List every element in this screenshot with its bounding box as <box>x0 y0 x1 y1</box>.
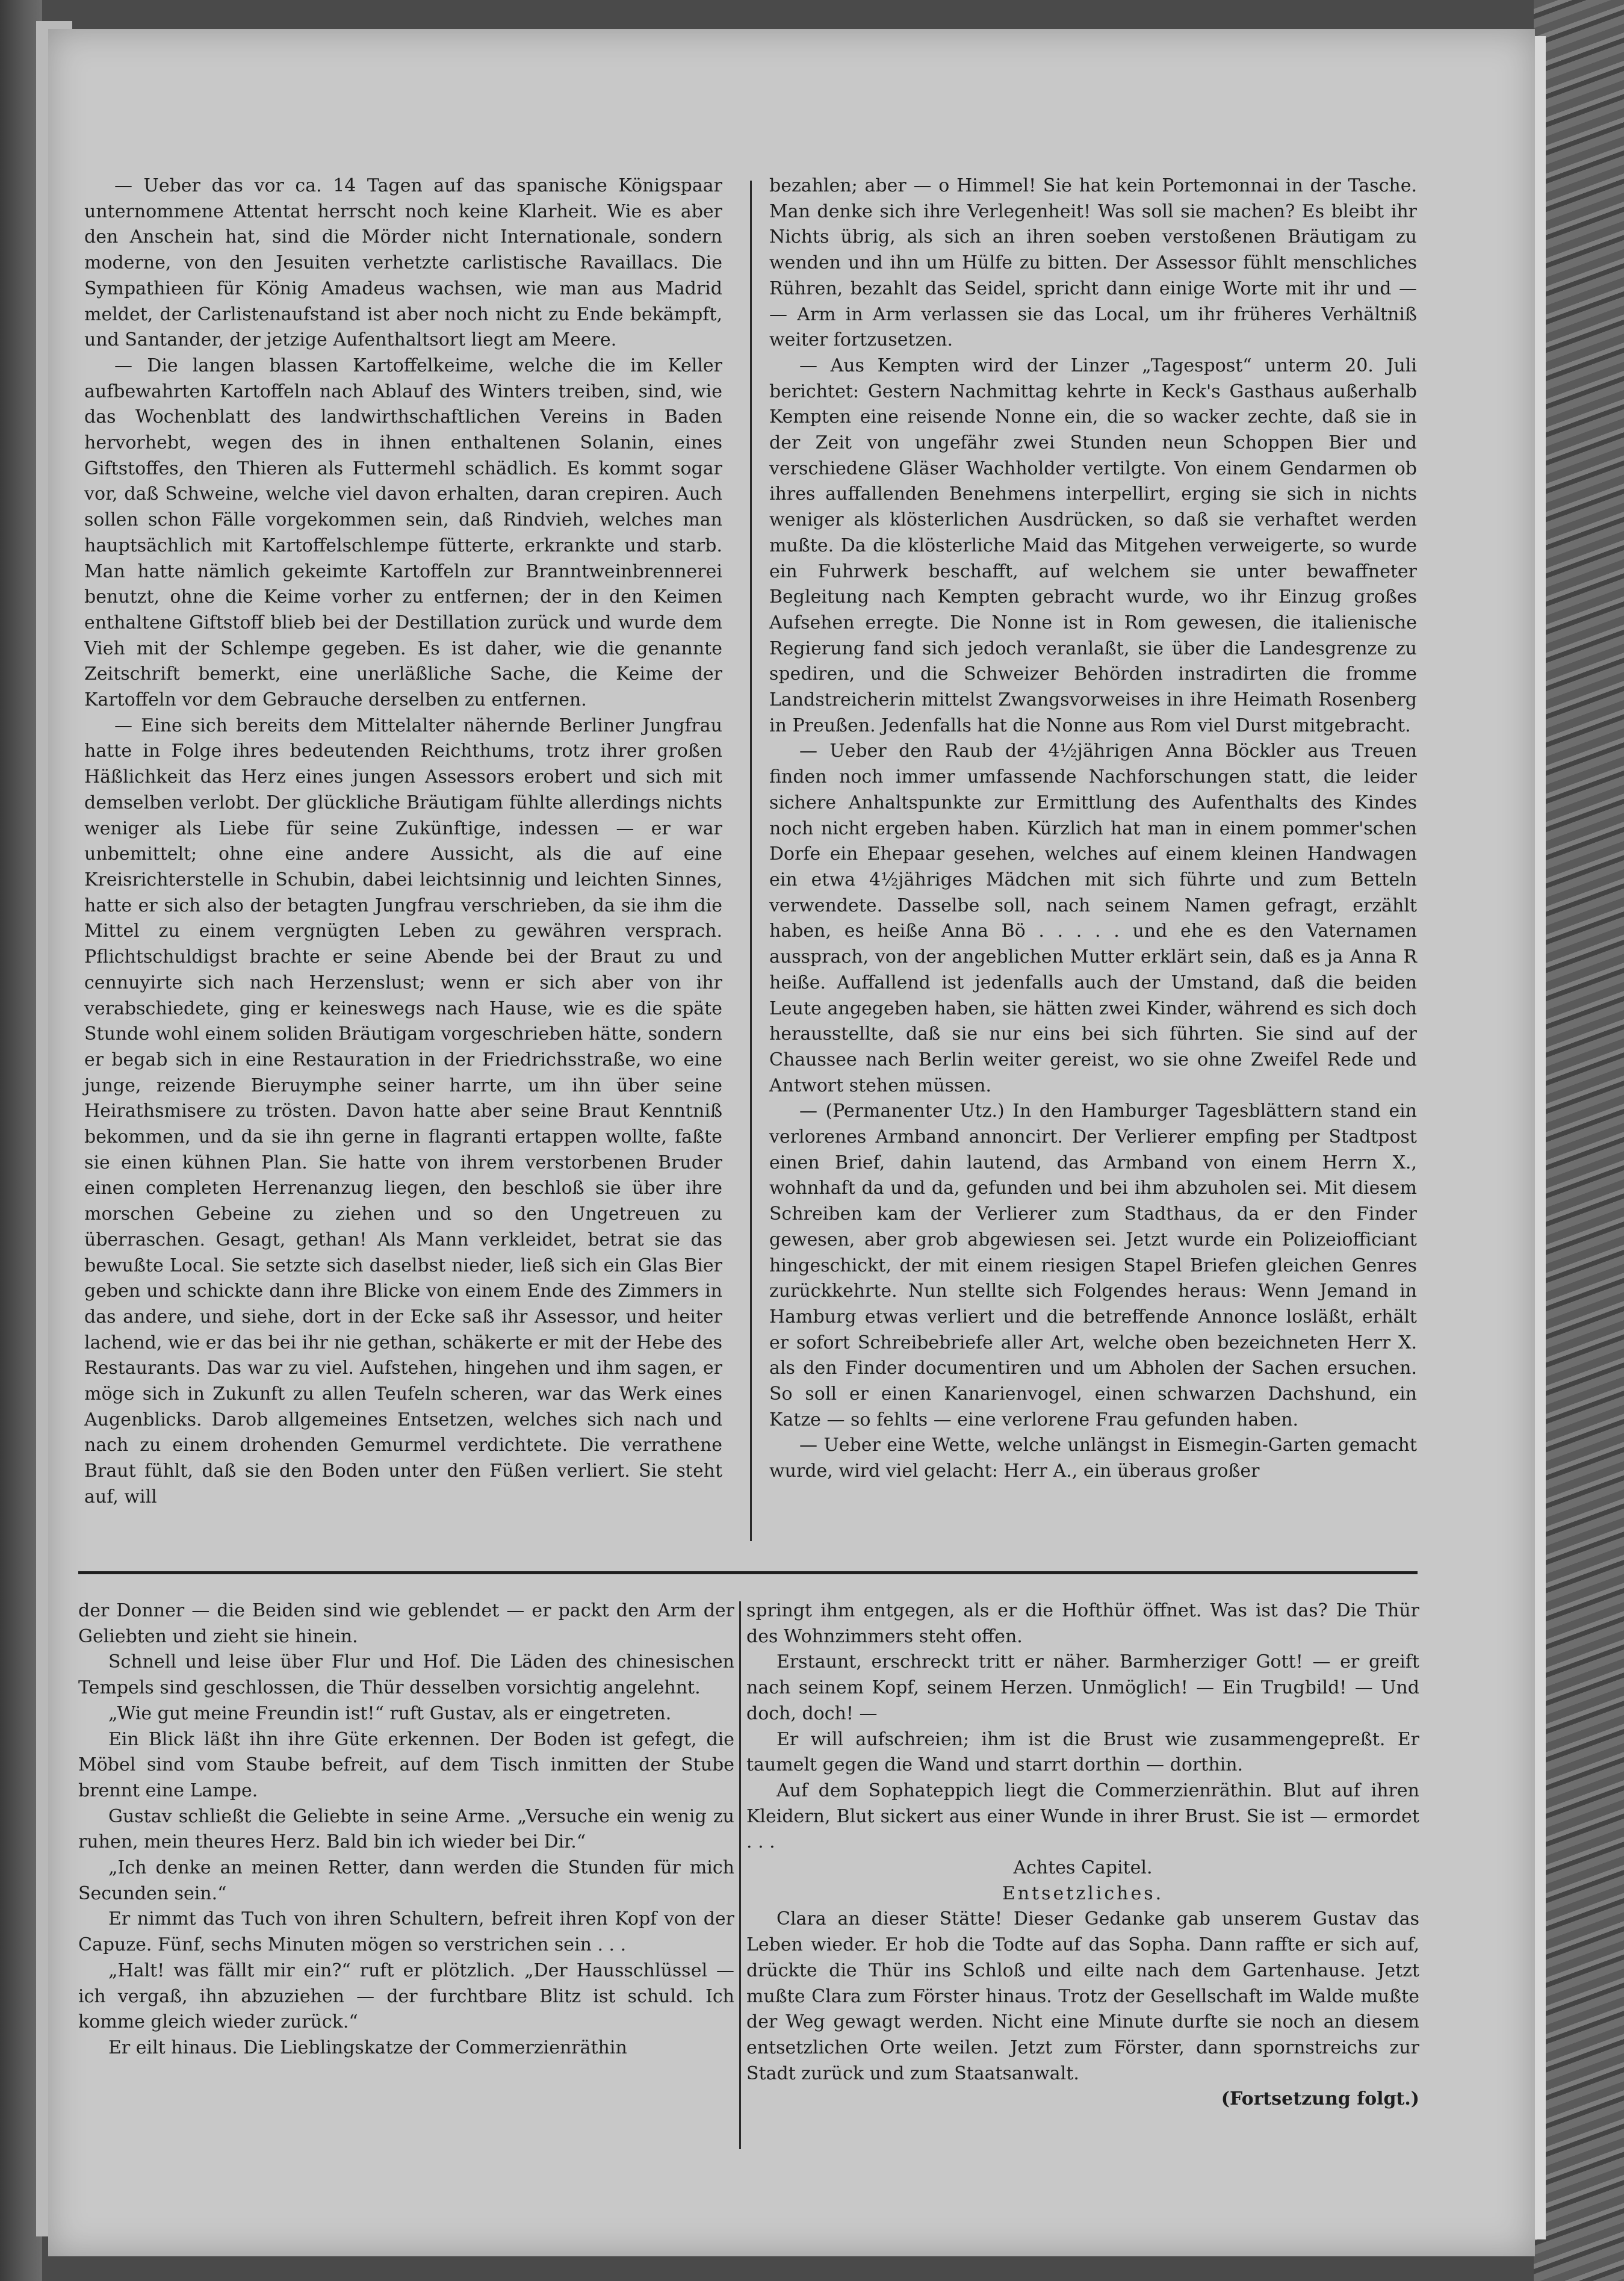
story-paragraph: Er eilt hinaus. Die Lieblingskatze der Commerzienräthin <box>108 2037 627 2058</box>
article-attentat: — Ueber das vor ca. 14 Tagen auf das spanische Königspaar unternommene Attentat herrscht noch keine Klarheit. Wie es aber den Anschein hat, sind die Mörder nicht Internationale, sondern moderne, von den Jesuiten verhetzte carlistische Ravaillacs. Die Sympathieen für König Amadeus wachsen, wie man aus Madrid meldet, der Carlistenaufstand ist aber noch nicht zu Ende bekämpft, und Santander, der jetzige Aufenthaltsort liegt am Meere. <box>84 175 722 351</box>
news-column-right <box>769 173 1417 1485</box>
story-paragraph: Gustav schließt die Geliebte in seine Arme. „Versuche ein wenig zu ruhen, mein theures Herz. Bald bin ich wieder bei Dir.“ <box>78 1805 734 1853</box>
chapter-title: Achtes Capitel. <box>1013 1857 1153 1879</box>
article-armband: — (Permanenter Utz.) In den Hamburger Tagesblättern stand ein verlorenes Armband annoncirt. Der Verlierer empfing per Stadtpost einen Brief, dahin lautend, das Armband von einem Herrn X., wohnhaft da und da, gefunden und bei ihm abzuholen sei. Mit diesem Schreiben kam der Verlierer zum Stadthaus, da er den Finder gewesen, aber grob abgewiesen sei. Jetzt wurde ein Polizeiofficiant hingeschickt, der mit einem riesigen Stapel Briefen gleichen Genres zurückkehrte. Nun stellte sich Folgendes heraus: Wenn Jemand in Hamburg etwas verliert und die betreffende Annonce losläßt, erhält er sofort Schreibebriefe aller Art, welche oben bezeichneten Herr X. als den Finder documentiren und um Abholen der Sachen ersuchen. So soll er einen Kanarienvogel, einen schwarzen Dachshund, ein Katze — so fehlts — eine verlorene Frau gefunden haben. <box>769 1100 1417 1430</box>
story-paragraph: der Donner — die Beiden sind wie geblendet — er packt den Arm der Geliebten und zieht sie hinein. <box>78 1600 734 1647</box>
feuilleton-column-divider <box>739 1601 741 2149</box>
article-wette: — Ueber eine Wette, welche unlängst in Eismegin-Garten gemacht wurde, wird viel gelacht: Herr A., ein überaus großer <box>769 1435 1417 1482</box>
article-nonne-kempten: — Aus Kempten wird der Linzer „Tagespost“ unterm 20. Juli berichtet: Gestern Nachmittag kehrte in Keck's Gasthaus außerhalb Kempten eine reisende Nonne ein, die so wacker zechte, daß sie in der Zeit von ungefähr zwei Stunden neun Schoppen Bier und verschiedene Gläser Wachholder vertilgte. Von einem Gendarmen ob ihres auffallenden Benehmens interpellirt, erging sie sich in nichts weniger als klösterlichen Ausdrücken, so daß sie verhaftet werden mußte. Da die klösterliche Maid das Mitgehen verweigerte, so wurde ein Fuhrwerk beschafft, auf welchem sie unter bewaffneter Begleitung nach Kempten gebracht wurde, wo ihr Einzug großes Aufsehen erregte. Die Nonne ist in Rom gewesen, die italienische Regierung fand sich jedoch veranlaßt, sie über die Landesgrenze zu spediren, und die Schweizer Behörden instradirten die fromme Landstreicherin mittelst Zwangsvorweises in ihre Heimath Rosenberg in Preußen. Jedenfalls hat die Nonne aus Rom viel Durst mitgebracht. <box>769 355 1417 736</box>
story-paragraph: Ein Blick läßt ihn ihre Güte erkennen. Der Boden ist gefegt, die Möbel sind vom Staube befreit, auf dem Tisch inmitten der Stube brennt eine Lampe. <box>78 1728 734 1801</box>
marbled-cover-edge <box>1534 0 1624 2281</box>
feuilleton-column-right <box>746 1598 1419 2112</box>
article-anna-boeckler: — Ueber den Raub der 4½jährigen Anna Böckler aus Treuen finden noch immer umfassende Nachforschungen statt, die leider sichere Anhaltspunkte zur Ermittlung des Aufenthalts des Kindes noch nicht ergeben haben. Kürzlich hat man in einem pommer'schen Dorfe ein Ehepaar gesehen, welches auf einem kleinen Handwagen ein etwa 4½jähriges Mädchen mit sich führte und zum Betteln verwendete. Dasselbe soll, nach seinem Namen gefragt, erzählt haben, es heiße Anna Bö . . . . . und ehe es den Vaternamen aussprach, von der angeblichen Mutter erklärt sein, daß es ja Anna R heiße. Auffallend ist jedenfalls auch der Umstand, daß die beiden Leute angegeben haben, sie hätten zwei Kinder, während es sich doch herausstellte, daß sie nur eins bei sich führten. Sie sind auf der Chaussee nach Berlin weiter gereist, wo sie ohne Zweifel Rede und Antwort stehen müssen. <box>769 740 1417 1096</box>
story-paragraph: Clara an dieser Stätte! Dieser Gedanke gab unserem Gustav das Leben wieder. Er hob die Todte auf das Sopha. Dann raffte er sich auf, drückte die Thür ins Schloß und eilte nach dem Gartenhause. Jetzt mußte Clara zum Förster hinaus. Trotz der Gesellschaft im Walde mußte der Weg gewagt werden. Nicht eine Minute durfte sie noch an diesem entsetzlichen Orte weilen. Jetzt zum Förster, dann spornstreichs zur Stadt zurück und zum Staatsanwalt. <box>746 1908 1419 2084</box>
article-kartoffelkeime: — Die langen blassen Kartoffelkeime, welche die im Keller aufbewahrten Kartoffeln nach Ablauf des Winters treiben, sind, wie das Wochenblatt des landwirthschaftlichen Vereins in Baden hervorhebt, wegen des in ihnen enthaltenen Solanin, eines Giftstoffes, den Thieren als Futtermehl schädlich. Es kommt sogar vor, daß Schweine, welche viel davon erhalten, daran crepiren. Auch sollen schon Fälle vorgekommen sein, daß Rindvieh, welches man hauptsächlich mit Kartoffelschlempe fütterte, erkrankte und starb. Man hatte nämlich gekeimte Kartoffeln zur Branntweinbrennerei benutzt, ohne die Keime vorher zu entfernen; der in den Keimen enthaltene Giftstoff blieb bei der Destillation zurück und wurde dem Vieh mit der Schlempe gegeben. Es ist daher, wie die genannte Zeitschrift bemerkt, eine unerläßliche Sache, die Keime der Kartoffeln vor dem Gebrauche derselben zu entfernen. <box>84 355 722 711</box>
article-continuation: bezahlen; aber — o Himmel! Sie hat kein Portemonnai in der Tasche. Man denke sich ihre Verlegenheit! Was soll sie machen? Es bleibt ihr Nichts übrig, als sich an ihren soeben verstoßenen Bräutigam zu wenden und ihn um Hülfe zu bitten. Der Assessor fühlt menschliches Rühren, bezahlt das Seidel, spricht dann einige Worte mit ihr und — — Arm in Arm verlassen sie das Local, um ihr früheres Verhältniß weiter fortzusetzen. <box>769 175 1417 351</box>
story-paragraph: springt ihm entgegen, als er die Hofthür öffnet. Was ist das? Die Thür des Wohnzimmers steht offen. <box>746 1600 1419 1647</box>
story-paragraph: Er will aufschreien; ihm ist die Brust wie zusammengepreßt. Er taumelt gegen die Wand und starrt dorthin — dorthin. <box>746 1728 1419 1776</box>
chapter-subtitle: Entsetzliches. <box>1002 1882 1164 1904</box>
story-paragraph: „Halt! was fällt mir ein?“ ruft er plötzlich. „Der Hausschlüssel — ich vergaß, ihn abzuziehen — der furchtbare Blitz ist schuld. Ich komme gleich wieder zurück.“ <box>78 1960 734 2033</box>
story-paragraph: Erstaunt, erschreckt tritt er näher. Barmherziger Gott! — er greift nach seinem Kopf, seinem Herzen. Unmöglich! — Ein Trugbild! — Und doch, doch! — <box>746 1651 1419 1724</box>
story-paragraph: Auf dem Sophateppich liegt die Commerzienräthin. Blut auf ihren Kleidern, Blut sickert aus einer Wunde in ihrer Brust. Sie ist — ermordet . . . <box>746 1780 1419 1853</box>
page-edge <box>1535 36 1546 2239</box>
story-paragraph: „Wie gut meine Freundin ist!“ ruft Gustav, als er eingetreten. <box>108 1702 672 1724</box>
story-paragraph: Schnell und leise über Flur und Hof. Die Läden des chinesischen Tempels sind geschlossen, die Thür desselben vorsichtig angelehnt. <box>78 1651 734 1699</box>
continuation-note: (Fortsetzung folgt.) <box>1221 2088 1419 2110</box>
feuilleton-column-left <box>78 1598 734 2061</box>
news-column-left <box>84 173 722 1510</box>
column-divider <box>750 181 752 1541</box>
story-paragraph: „Ich denke an meinen Retter, dann werden die Stunden für mich Secunden sein.“ <box>78 1857 734 1904</box>
story-paragraph: Er nimmt das Tuch von ihren Schultern, befreit ihren Kopf von der Capuze. Fünf, sechs Minuten mögen so verstrichen sein . . . <box>78 1908 734 1956</box>
article-berliner-jungfrau: — Eine sich bereits dem Mittelalter nähernde Berliner Jungfrau hatte in Folge ihres bedeutenden Reichthums, trotz ihrer großen Häßlichkeit das Herz eines jungen Assessors erobert und sich mit demselben verlobt. Der glückliche Bräutigam fühlte allerdings nichts weniger als Liebe für seine Zukünftige, indessen — er war unbemittelt; ohne eine andere Aussicht, als die auf eine Kreisrichterstelle in Schubin, dabei leichtsinnig und leichten Sinnes, hatte er sich also der betagten Jungfrau verschrieben, da sie ihm die Mittel zu einem vergnügten Leben zu gewähren versprach. Pflichtschuldigst brachte er seine Abende bei der Braut zu und cennuyirte sich nach Herzenslust; wenn er sich aber von ihr verabschiedete, ging er keineswegs nach Hause, wie es die späte Stunde wohl einem soliden Bräutigam vorgeschrieben hätte, sondern er begab sich in eine Restauration in der Friedrichsstraße, wo eine junge, reizende Bieruymphe seiner harrte, um ihn über seine Heirathsmisere zu trösten. Davon hatte aber seine Braut Kenntniß bekommen, und da sie ihn gerne in flagranti ertappen wollte, faßte sie einen kühnen Plan. Sie hatte von ihrem verstorbenen Bruder einen completen Herrenanzug liegen, den beschloß sie über ihre morschen Gebeine zu ziehen und so den Ungetreuen zu überraschen. Gesagt, gethan! Als Mann verkleidet, betrat sie das bewußte Local. Sie setzte sich daselbst nieder, ließ sich ein Glas Bier geben und schickte dann ihre Blicke von einem Ende des Zimmers in das andere, und siehe, dort in der Ecke saß ihr Assessor, und heiter lachend, wie er das bei ihr nie gethan, schäkerte er mit der Hebe des Restaurants. Das war zu viel. Aufstehen, hingehen und ihm sagen, er möge sich in Zukunft zu allen Teufeln scheren, war das Werk eines Augenblicks. Darob allgemeines Entsetzen, welches sich nach und nach zu einem drohenden Gemurmel verdichtete. Die verrathene Braut fühlt, daß sie den Boden unter den Füßen verliert. Sie steht auf, will <box>84 715 722 1507</box>
feuilleton-divider <box>78 1571 1418 1574</box>
